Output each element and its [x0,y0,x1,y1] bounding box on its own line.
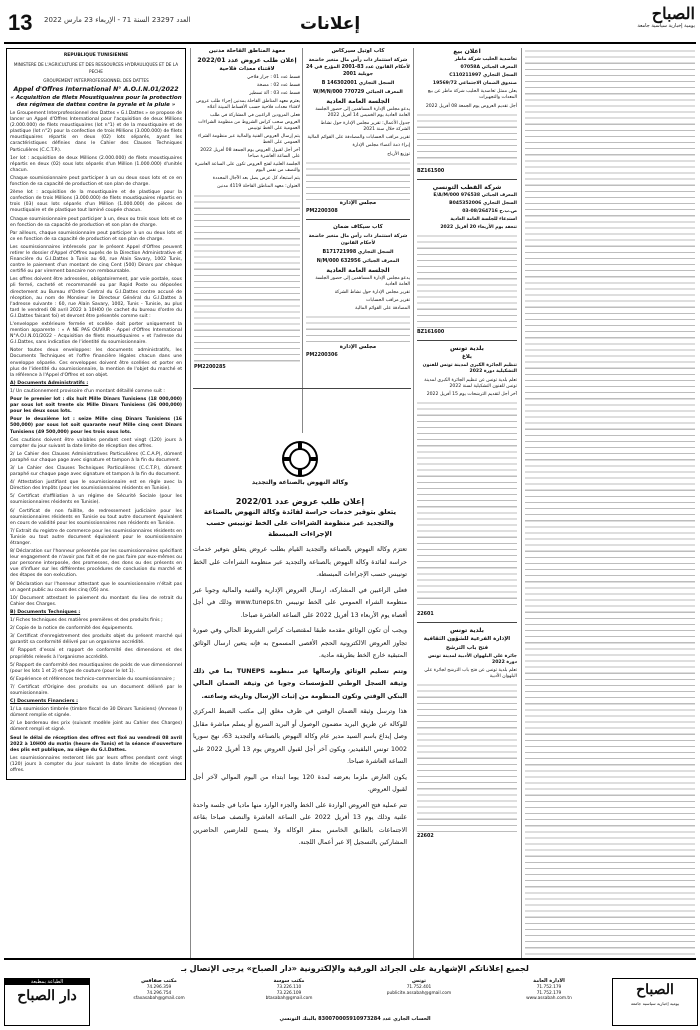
divider [417,179,517,180]
paragraph: تعاضدية الحليب شركة ماطر [454,57,517,62]
printer-box [4,978,90,1026]
tender-ad-body [193,544,407,850]
contact-line: btasabah@gmail.com [265,996,313,1002]
section-heading: A) Documents Administratifs : [10,380,89,386]
paragraph: 3/ Certificat d'enregistrement des produits objet du présent marché qui garantit sa conformité délivré par un organisme accrédité. [10,634,182,646]
group-label: GROUPEMENT INTERPROFESSIONNEL DES DATTES [43,78,149,83]
paragraph: 1/ Fiches techniques des matières premières et des produits finis ; [10,618,163,624]
paragraph: تعتزم وكالة النهوض بالصناعة والتجديد القيام بطلب عروض يتعلق بتوفير خدمات حراسة لفائدة وكالة النهوض بالصناعة والتجديد عبر منظومة الشراءات على الخط تونيبس حسب الإجراءات المبسطة. [193,546,407,578]
paragraph: يكون العارض ملزما بعرضه لمدة 120 يوما ابتداء من اليوم الموالي لآخر أجل لقبول العروض. [193,773,407,793]
footer-logo-tagline: يومية إخبارية سياسية جامعة [630,1001,680,1006]
paragraph: ص.ب.ح 08/264716-03 [462,208,517,214]
ad-code: 22602 [417,834,434,840]
paragraph: تنظيم الجائزة الكبرى لمدينة تونس للفنون التشكيلية دورة 2022 [422,363,517,375]
footer-logo-box [612,978,698,1026]
institute-ad-title: إعلان طلب عروض عدد 2022/01 [197,57,297,64]
paragraph: Seul le délai de réception des offres est fixé au vendredi 08 avril 2022 à 10H00 du matin (heure de Tunis) et la séance d'ouverture des plis est publique, au siège du G.I.Dattes. [10,735,182,753]
meeting1-sign: مجلس الإدارة [339,199,377,206]
divider [306,219,410,220]
column-right [417,48,517,958]
paragraph: تعلم بلدية تونس عن فتح باب الترشح لجائزة علي البلهوان الأدبية [424,668,517,680]
paragraph: المعرف الجبائي 976538 E/A/M/000 [433,192,517,198]
meeting1-heading: الجلسة العامة العادية [326,98,390,105]
meeting2-id: المعرف الجبائي 632956 N/M/000 [316,258,400,264]
paragraph: آخر أجل لتقديم الترشحات يوم 15 أفريل 2022 [426,391,517,397]
ad-code: BZ161600 [417,330,445,336]
text-block [417,682,517,832]
paragraph: Chaque soumissionnaire peut participer à un ou deux sous lots et ce en fonction de sa capacité de production et son plan de charge. [10,175,182,188]
divider [417,340,517,341]
contact-title: مكتب صفاقس [141,978,177,984]
paragraph: الجلسة العلنية لفتح العروض تكون على الساعة العاشرة والنصف من نفس اليوم [195,162,300,174]
contact-title: الادارة العامة [533,978,565,984]
footer-rule [4,958,696,960]
paragraph: أجل تقديم العروض يوم الجمعة 08 أفريل 2022 [425,103,517,109]
meeting2-title: كاب سيكاف ضمان [333,223,383,230]
section-heading: B) Documents Techniques : [10,609,81,615]
contact-line: publicite.assabah@gmail.com [386,990,452,996]
column-divider [190,48,191,960]
paragraph: يعتزم معهد المناطق القاحلة بمدنين إجراء طلب عروض لاقتناء معدات فلاحية حسب الأقساط المبينة أعلاه [196,99,300,111]
paragraph: Ces cautions doivent être valables pendant cent vingt (120) jours à compter du jour suivant la date limite de réception des offres. [10,437,182,449]
paragraph: يدعو مجلس الإدارة المساهمين إلى حضور الجلسة العامة العادية [315,275,410,287]
paragraph: تقرير مراقب الحسابات [366,298,410,304]
column-divider [302,48,303,433]
paragraph: فتح باب الترشح [445,644,489,651]
contact-line: 73.226.109 [276,990,302,996]
paragraph: 2/ Le Cahier des Clauses Administratives Particulières (C.C.A.P), dûment paraphé sur chaque page avec signature et tampon à la fin du document. [10,451,182,463]
tender-ad [193,440,407,952]
section-heading: C) Documents Financiers : [10,699,78,705]
paragraph: فعلى المزودين الراغبين في المشاركة في طلب العروض سحب كراس الشروط من منظومة الشراءات العمومية على الخط تونيبس [198,113,300,131]
paragraph: إبراء ذمة أعضاء مجلس الإدارة [352,143,410,149]
contact-title: تونس [412,978,426,984]
paragraph: Le Groupement Interprofessionnel des Dattes « G.I.Dattes » se propose de lancer un Appel d'Offres International pour l'acquisition de deux Millions (2.000.000) de filets moustiquaires (lot n°1) et de la moustiquaire et de plastique (lot n°2) pour la confection de trois Millions (3.000.000) de filets moustiquaires répartis en deux (02) lots séparés, ayant les caractéristiques définies dans le Cahier des Clauses Techniques Particulières (C.C.T.P.). [10,111,182,153]
paragraph: قسط عدد 01 : جرار فلاحي [246,75,300,80]
sale-title: اعلان بيع [453,48,481,55]
column-divider [521,48,522,960]
meeting2-heading: الجلسة العامة العادية [326,266,390,274]
paragraph: 1/ La soumission timbrée (timbre fiscal de 30 Dinars Tunisiens) (Annexe I) dûment remplie et signée. [10,707,182,719]
municipality-title-2: بلدية تونس [450,626,484,634]
column-divider [413,48,414,960]
footer-banner: لجميع إعلاناتكم الإشهارية على الجرائد الورقية والإلكترونية «دار الصباح» يرجى الإتصال بـ [181,964,529,973]
logo-text: الصباح [651,4,695,23]
contact-line: 71.752.179 [536,984,562,990]
meeting1-reg: السجل التجاري B 146302001 [321,81,395,86]
issue-info: العدد 23297 السنة 71 - الإربعاء 23 مارس 2022 [44,16,191,24]
contact-line: 73.226.110 [276,984,302,990]
printer-label: الطباعة بمطبعة [5,979,89,985]
contact-cell [225,979,353,1002]
paragraph: صندوق الضمان الاجتماعي 19569/72 [432,81,517,87]
page-number: 13 [8,10,33,35]
bank-account: الحساب الجاري عدد 830070005910973284 بالبنك التونسي [279,1016,431,1022]
meeting2-sign: مجلس الإدارة [339,344,377,351]
paragraph: Par ailleurs, chaque soumissionnaire peut participer à un ou deux lots et ce en fonction de sa capacité de production et son plan de charge. [10,230,182,242]
paragraph: تعلم بلدية تونس عن تنظيم الجائزة الكبرى لمدينة تونس للفنون التشكيلية لسنة 2022 [424,377,517,389]
footer-logo: الصباح [636,982,674,998]
newspaper-logo [605,4,695,36]
paragraph: يعلن ممثل تعاضدية الحليب شركة ماطر عن بيع المعدات والتجهيزات [427,89,517,101]
paragraph: 1/ Un cautionnement provisoire d'un montant détaillé comme suit : [10,388,165,394]
paragraph: تنعقد يوم الأربعاء 20 أفريل 2022 [440,225,517,231]
paragraph: 6/ Expérience et références technico-commerciale du soumissionnaire ; [10,676,175,682]
column-far-right [525,48,695,958]
paragraph: آخر أجل لقبول العروض يوم الجمعة 08 أفريل 2022 على الساعة العاشرة صباحا [200,147,300,160]
meeting1-title: كاب أوتيل سيركاس [331,48,385,54]
paragraph: Pour le deuxième lot : seize Mille cinq Dinars Tunisiens (16 500,000) par sous lot soit quarante neuf Mille cinq cent Dinars Tunisiens (49 500,000) pour les trois sous lots. [10,417,182,435]
paragraph: يدعو مجلس الإدارة المساهمين إلى حضور الجلسة العامة العادية يوم الخميس 14 أفريل 2022 [315,107,410,119]
text-block [306,160,410,200]
paragraph: السجل التجاري C110211997 [449,73,517,79]
paragraph: جائزة علي البلهوان الأدبية لمدينة تونس دورة 2022 [428,653,517,665]
paragraph: قسط عدد 02 : مضخة [257,83,300,89]
company-title: شركة القطب التونسي [432,183,502,191]
french-tender-box [6,48,186,780]
text-block [417,112,517,167]
paragraph: تتم عملية فتح العروض الواردة على الخط والجزء الوارد منها ماديا في جلسة واحدة علنية وذلك يوم 13 أفريل 2022 على الساعة العاشرة والنصف صباحا بقاعة الاجتماعات بالطابق الخامس بمقر الوكالة ولا يسمح للعارضين الحاضرين المشاركين بالتسجيل إلا عبر أعمال اللجنة. [193,801,407,846]
tender-subtitle: « Acquisition de filets Moustiquaires pour la protection des régimes de dattes contre la pyrale et la pluie » [10,95,182,108]
logo-tagline: يومية إخبارية سياسية جامعة [637,23,695,29]
ad-code: BZ161500 [417,168,445,174]
paragraph: هذا وترسل وثيقة الضمان الوقتي في ظرف مغلق إلى مكتب الضبط المركزي للوكالة عن طريق البريد مضمون الوصول أو البريد السريع أو يسلم مباشرة مقابل وصل إيداع باسم السيد مدير عام وكالة النهوض بالصناعة والتجديد 63، نهج سوريا 1002 تونس البلفيدير، ويكون آخر أجل لقبول العروض يوم 13 أفريل 2022 على الساعة العاشرة صباحا. [193,708,408,765]
header-rule [4,42,696,44]
meeting2-reg: السجل التجاري B171721998 [322,249,394,255]
ad-code: PM2200285 [194,364,226,370]
paragraph: 8/ Déclaration sur l'honneur présentée par les soumissionnaires spécifiant leur engagement de n'avoir pas fait et de ne pas faire par eux-mêmes ou par personne interposée, des promesses, des dons ou des présents en vue d'influer sur les différentes procédures de conclusion du marché et des étapes de son exécution. [10,549,182,579]
paragraph: 10/ Document attestant le paiement du montant du lieu de retrait du Cahier des Charges. [10,595,182,607]
paragraph: توزيع الأرباح [387,151,410,157]
column-meetings [306,48,410,433]
paragraph: المصادقة على القوائم المالية [355,306,410,312]
meeting1-sub: شركة استثمار ذات رأس مال متغير خاضعة لأحكام القانون عدد 83-2001 المؤرخ في 24 جويلية 2001 [306,58,410,77]
paragraph: 1er lot : acquisition de deux Millions (2.000.000) de filets moustiquaires répartis en deux (02) sous lots séparés d'un Million (1.000.000) d'unités chacun. [10,155,182,173]
paragraph: 9/ Déclaration sur l'honneur attestant que le soumissionnaire n'était pas un agent public au cours des cinq (05) ans. [10,581,182,593]
paragraph: Les soumissionnaires resteront liés par leurs offres pendant cent vingt (120) jours à compter du jour suivant la date limite de réception des offres. [10,755,182,773]
tender-ad-desc: يتعلق بتوفير خدمات حراسة لفائدة وكالة النهوض بالصناعة والتجديد عبر منظومة الشراءات على الخط تونيبس حسب الإجراءات المبسطة [203,508,397,538]
paragraph: وتتم تسليم الوثائق وارسالها عبر منظومة TUNEPS بما في ذلك وثيقة السجل الوطني للمؤسسات وجوبا عن وثيقة الضمان المالي البنكي الوقتي وتكون المنظومة من إثبات الإرسال وتاريخه وساعته. [193,667,408,700]
ad-code: PM2200308 [306,208,338,214]
tender-body [10,111,182,774]
paragraph: جدول الأعمال: تقرير مجلس الإدارة حول نشاط الشركة خلال سنة 2021 [320,121,410,133]
page-header [0,0,700,44]
contact-line: 71.752.401 [406,984,432,990]
paragraph: بلاغ [462,354,472,361]
paragraph: فعلى الراغبين في المشاركة، ارسال العروض الإدارية والفنية والمالية وجوبا عبر منظومة الشراء العمومي على الخط تونيبس www.tuneps.tn وذلك في أجل أقصاه يوم الأربعاء 13 أفريل 2022 على الساعة العاشرة صباحا. [193,586,407,619]
paragraph: 2/ Copie de la notice de conformité des équipements. [10,626,134,632]
paragraph: السجل التجاري B045352006 [449,200,517,206]
text-block [194,193,300,363]
agency-logo-icon [281,440,319,478]
text-block [417,233,517,328]
paragraph: L'enveloppe extérieure fermée et scellée doit porter uniquement la mention apparente : « A NE PAS OUVRIR - Appel d'Offres International N°A.O.I.N.01/2022 - Acquisition de filets moustiquaires » et l'adresse du G.I.Dattes, sans indication de l'identité du soumissionnaire. [10,322,182,346]
municipality-title: بلدية تونس [450,345,484,353]
contact-line: 74.296.359 [146,984,172,990]
column-french-tender [6,48,186,958]
institute-ad-subtitle: لاقتناء معدات فلاحية [219,66,275,72]
tender-ad-title: إعلان طلب عروض عدد 2022/01 [235,497,365,506]
paragraph: 2/ Le bordereau des prix (suivant modèle joint au Cahier des Charges) dûment rempli et signé. [10,721,182,733]
paragraph: يتم إرسال العروض الفنية والمالية عبر منظومة الشراء العمومي على الخط [198,133,300,145]
divider [193,388,411,389]
section-title: إعلانات [300,14,361,34]
paragraph: المعرف الجبائي 07058A [460,65,517,71]
tender-title: Appel d'Offres International N° A.O.I.N.01/2022 [13,86,179,93]
paragraph: Pour le premier lot : dix huit Mille Dinars Tunisiens (18 000,000) par sous lot soit trente six Mille Dinars Tunisiens (36 000,000) pour les deux sous lots. [10,397,182,415]
paragraph: Chaque soumissionnaire peut participer à un, deux ou trois sous lots et ce en fonction de sa capacité de production et son plan de charge. [10,216,182,228]
paragraph: استدعاء للجلسة العامة العادية [450,217,517,223]
text-block [306,314,410,344]
contact-line: sfaxasabah@gmail.com [133,996,185,1002]
contact-line: 74.296.754 [146,990,172,996]
contact-cell [95,979,223,1002]
paragraph: قسط عدد 03 : آلة تسطير [249,91,300,97]
meeting1-id: المعرف الجبائي 770729 W/M/N/000 [313,90,403,95]
paragraph: Les offres doivent être adressées, obligatoirement, par voie postale, sous pli fermé, cacheté et recommandé ou par Rapid Poste ou déposées directement au Bureau d'Ordre Central du G.I.Dattes contre accusé de réception, au nom de Monsieur le Directeur Général du G.I.Dattes à l'adresse suivante : 60, rue Alain Savary, 1002, Tunis - Tunisie, au plus tard le vendredi 08 avril 2022 à 10H00 (le cachet du bureau d'ordre du G.I.Dattes faisant foi) et devront être présentés comme suit : [10,277,182,319]
contact-cell [355,979,483,996]
paragraph: 4/ Attestation justifiant que le soumissionnaire est en règle avec la Direction des Impôts (pour les soumissionnaires résidents en Tunisie). [10,480,182,492]
paragraph: الإدارة الفرعية للشؤون الثقافية [423,635,511,642]
contact-line: 71.752.179 [536,990,562,996]
column-institute-tender [194,48,300,433]
ad-code: PM2200306 [306,353,338,359]
contact-line: www.assabah.com.tn [526,996,572,1002]
paragraph: 7/ Certificat d'Origine des produits ou un document délivré par le soumissionnaire. [10,684,182,696]
paragraph: Les soumissionnaires intéressés par le présent Appel d'Offres peuvent retirer le dossier d'Appel d'Offres auprès de la Direction Administrative et Financière du G.I.Dattes à Tunis au 60, rue Alain Savary, 1002 Tunis, contre le paiement d'un montant de cinq Cent (500) Dinars par chèque certifié ou par virement bancaire non remboursable. [10,244,182,275]
agency-name: وكالة النهوض بالصناعة والتجديد [251,479,349,486]
paragraph: ويجب أن تكون الوثائق مقدمة طبقا لمقتضيات كراس الشروط الحالي وفي صورة تجاوز العروض الالكترونية الحجم الأقصى المسموح به فإنه يتعين ارسال الوثائق المتبقية خارج الخط بطريقة مادية. [193,627,407,659]
printer-logo: دار الصباح [17,988,77,1004]
paragraph: Noter toutes deux enveloppes: les documents administratifs, les Documents Techniques et l'offre financière légales chacun dans une enveloppe séparée. Ces enveloppes doivent être scellées et porter en plus de l'identité du soumissionnaire, la mention de l'objet du marché et la référence à l'Appel d'Offres et son objet. [10,348,182,378]
paragraph: تقرير مجلس الإدارة حول نشاط الشركة [334,289,410,295]
paragraph: العنوان: معهد المناطق القاحلة 4119 مدنين [217,184,300,190]
divider [417,622,517,623]
ad-code: 22601 [417,611,434,617]
paragraph: تقرير مراقب الحسابات والمصادقة على القوائم المالية [307,135,410,141]
paragraph: 6/ Certificat de non faillite, de redressement judiciaire pour les soumissionnaires résidents en Tunisie ou tout autre document équivalent en cours de validité pour les soumissionnaires non résidents en Tunisie. [10,508,182,526]
paragraph: 5/ Rapport de conformité des moustiquaires de poids de vue dimensionnel (pour les lots 1 et 2) et type de couture (pour le lot 1). [10,662,182,674]
contact-cell [485,979,613,1002]
contact-title: مكتب سوسة [273,978,305,984]
paragraph: 7/ Extrait du registre de commerce pour les soumissionnaires résidents en Tunisie ou tout autre document équivalent pour le soumissionnaire étranger. [10,528,182,546]
paragraph: 2ème lot : acquisition de la moustiquaire et de plastique pour la confection de trois Millions (3.000.000) de filets moustiquaires répartis en trois (03) sous lots séparés d'un Million (1.000.000) de pièces de moustiquaire et de plastique tout laminé coupée chacun. [10,190,182,214]
paragraph: 5/ Certificat d'affiliation à un régime de Sécurité Sociale (pour les soumissionnaires résidents en Tunisie). [10,494,182,506]
paragraph: يتم استبعاد كل عرض يصل بعد الآجال المحددة [212,176,300,182]
paragraph: 3/ Le Cahier des Clauses Techniques Particulières (C.C.T.P.), dûment paraphé sur chaque page avec signature et tampon à la fin du document. [10,465,182,478]
paragraph: 4/ Rapport d'essai et rapport de conformité des dimensions et des propriétés relevés à l'organisme accrédité. [10,648,182,660]
text-block [417,400,517,610]
institute-title: معهد المناطق القاحلة مدنين [208,48,286,54]
ministry-label: MINISTERE DE L'AGRICULTURE ET DES RESSOURCES HYDRAULIQUES ET DE LA PECHE [13,62,179,74]
republic-label: REPUBLIQUE TUNISIENNE [63,53,129,58]
meeting2-sub: شركة استثمار ذات رأس مال متغير خاضعة لأحكام القانون [308,233,408,246]
